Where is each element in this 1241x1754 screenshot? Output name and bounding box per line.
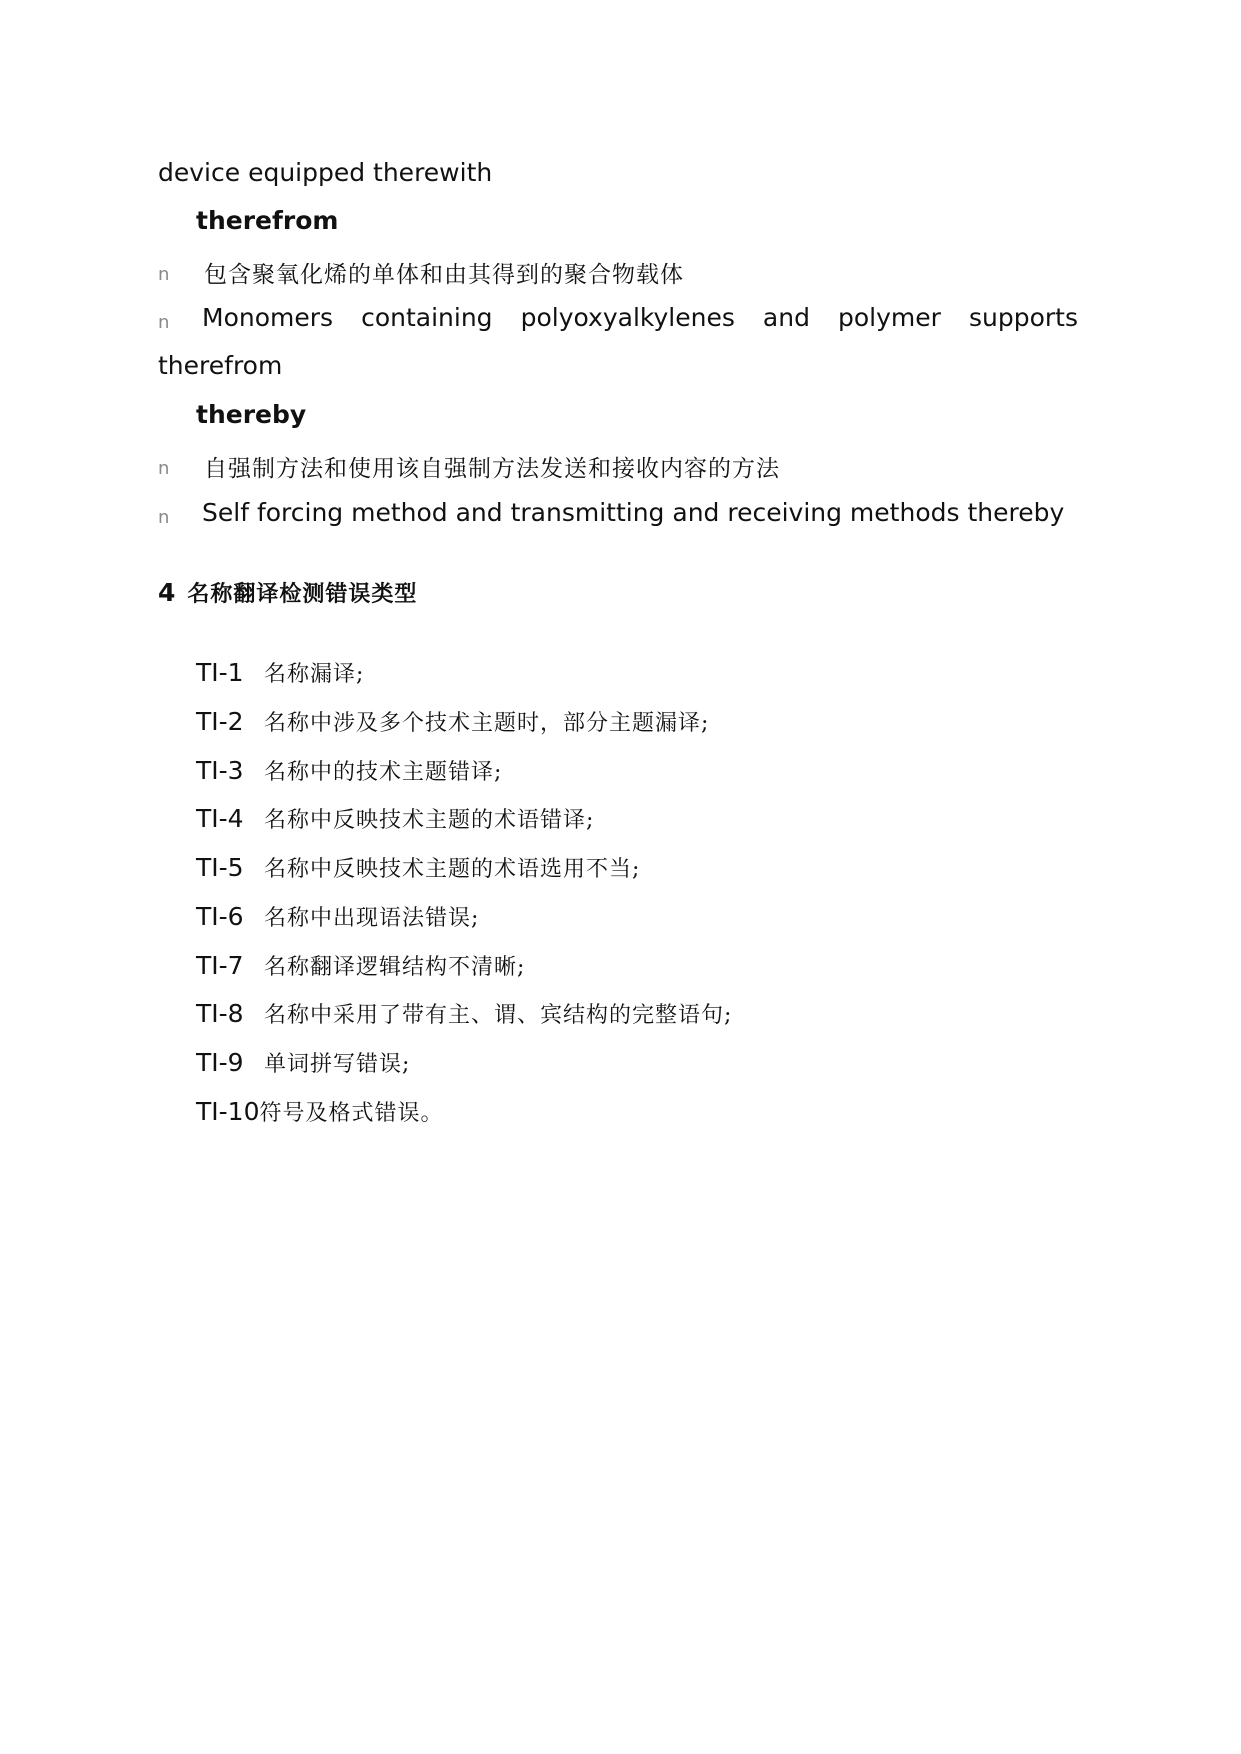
- error-description: 单词拼写错误;: [264, 1052, 411, 1077]
- error-type-item: [196, 706, 709, 737]
- section-heading: [158, 577, 417, 608]
- term-heading-thereby: thereby: [196, 400, 307, 429]
- error-description: 名称中反映技术主题的术语选用不当;: [264, 857, 641, 882]
- error-code: TI-7: [196, 951, 244, 980]
- intro-line: device equipped therewith: [158, 158, 493, 187]
- error-code: TI-6: [196, 902, 244, 931]
- error-type-item: [196, 755, 502, 786]
- error-code: TI-8: [196, 999, 244, 1028]
- english-example-therefrom: [202, 303, 1078, 332]
- error-type-item: [196, 998, 732, 1029]
- english-word: containing: [361, 303, 493, 332]
- error-code: TI-3: [196, 756, 244, 785]
- error-description: 名称中涉及多个技术主题时，部分主题漏译;: [264, 711, 710, 736]
- english-example-continuation: therefrom: [158, 351, 283, 380]
- error-description: 名称中反映技术主题的术语错译;: [264, 808, 595, 833]
- error-type-item: [196, 803, 594, 834]
- chinese-example-thereby: 自强制方法和使用该自强制方法发送和接收内容的方法: [204, 456, 780, 482]
- english-word: polyoxyalkylenes: [520, 303, 735, 332]
- bullet-marker: n: [158, 312, 170, 333]
- bullet-marker: n: [158, 507, 170, 528]
- error-code: TI-5: [196, 853, 244, 882]
- bullet-marker: n: [158, 458, 170, 479]
- error-description: 名称中采用了带有主、谓、宾结构的完整语句;: [264, 1003, 733, 1028]
- error-code: TI-1: [196, 658, 244, 687]
- error-type-item: [196, 901, 479, 932]
- english-example-thereby: Self forcing method and transmitting and receiving methods thereby: [202, 498, 1065, 527]
- chinese-example-therefrom: 包含聚氧化烯的单体和由其得到的聚合物载体: [204, 262, 684, 288]
- error-type-item: [196, 852, 640, 883]
- english-word: Monomers: [202, 303, 334, 332]
- term-heading-therefrom: therefrom: [196, 206, 339, 235]
- english-word: polymer: [838, 303, 941, 332]
- error-type-item: [196, 657, 364, 688]
- error-code: TI-2: [196, 707, 244, 736]
- error-type-item: [196, 950, 525, 981]
- bullet-marker: n: [158, 264, 170, 285]
- section-number: 4: [158, 578, 176, 607]
- error-code: TI-4: [196, 804, 244, 833]
- error-description: 名称中的技术主题错译;: [264, 760, 503, 785]
- error-description: 符号及格式错误。: [259, 1101, 444, 1126]
- error-description: 名称翻译逻辑结构不清晰;: [264, 955, 526, 980]
- error-code: TI-10: [196, 1097, 260, 1126]
- error-code: TI-9: [196, 1048, 244, 1077]
- error-type-item: [196, 1096, 444, 1127]
- error-description: 名称中出现语法错误;: [264, 906, 480, 931]
- section-title: 名称翻译检测错误类型: [187, 581, 418, 607]
- english-word: and: [762, 303, 810, 332]
- error-type-item: [196, 1047, 410, 1078]
- english-word: supports: [968, 303, 1078, 332]
- error-description: 名称漏译;: [264, 662, 365, 687]
